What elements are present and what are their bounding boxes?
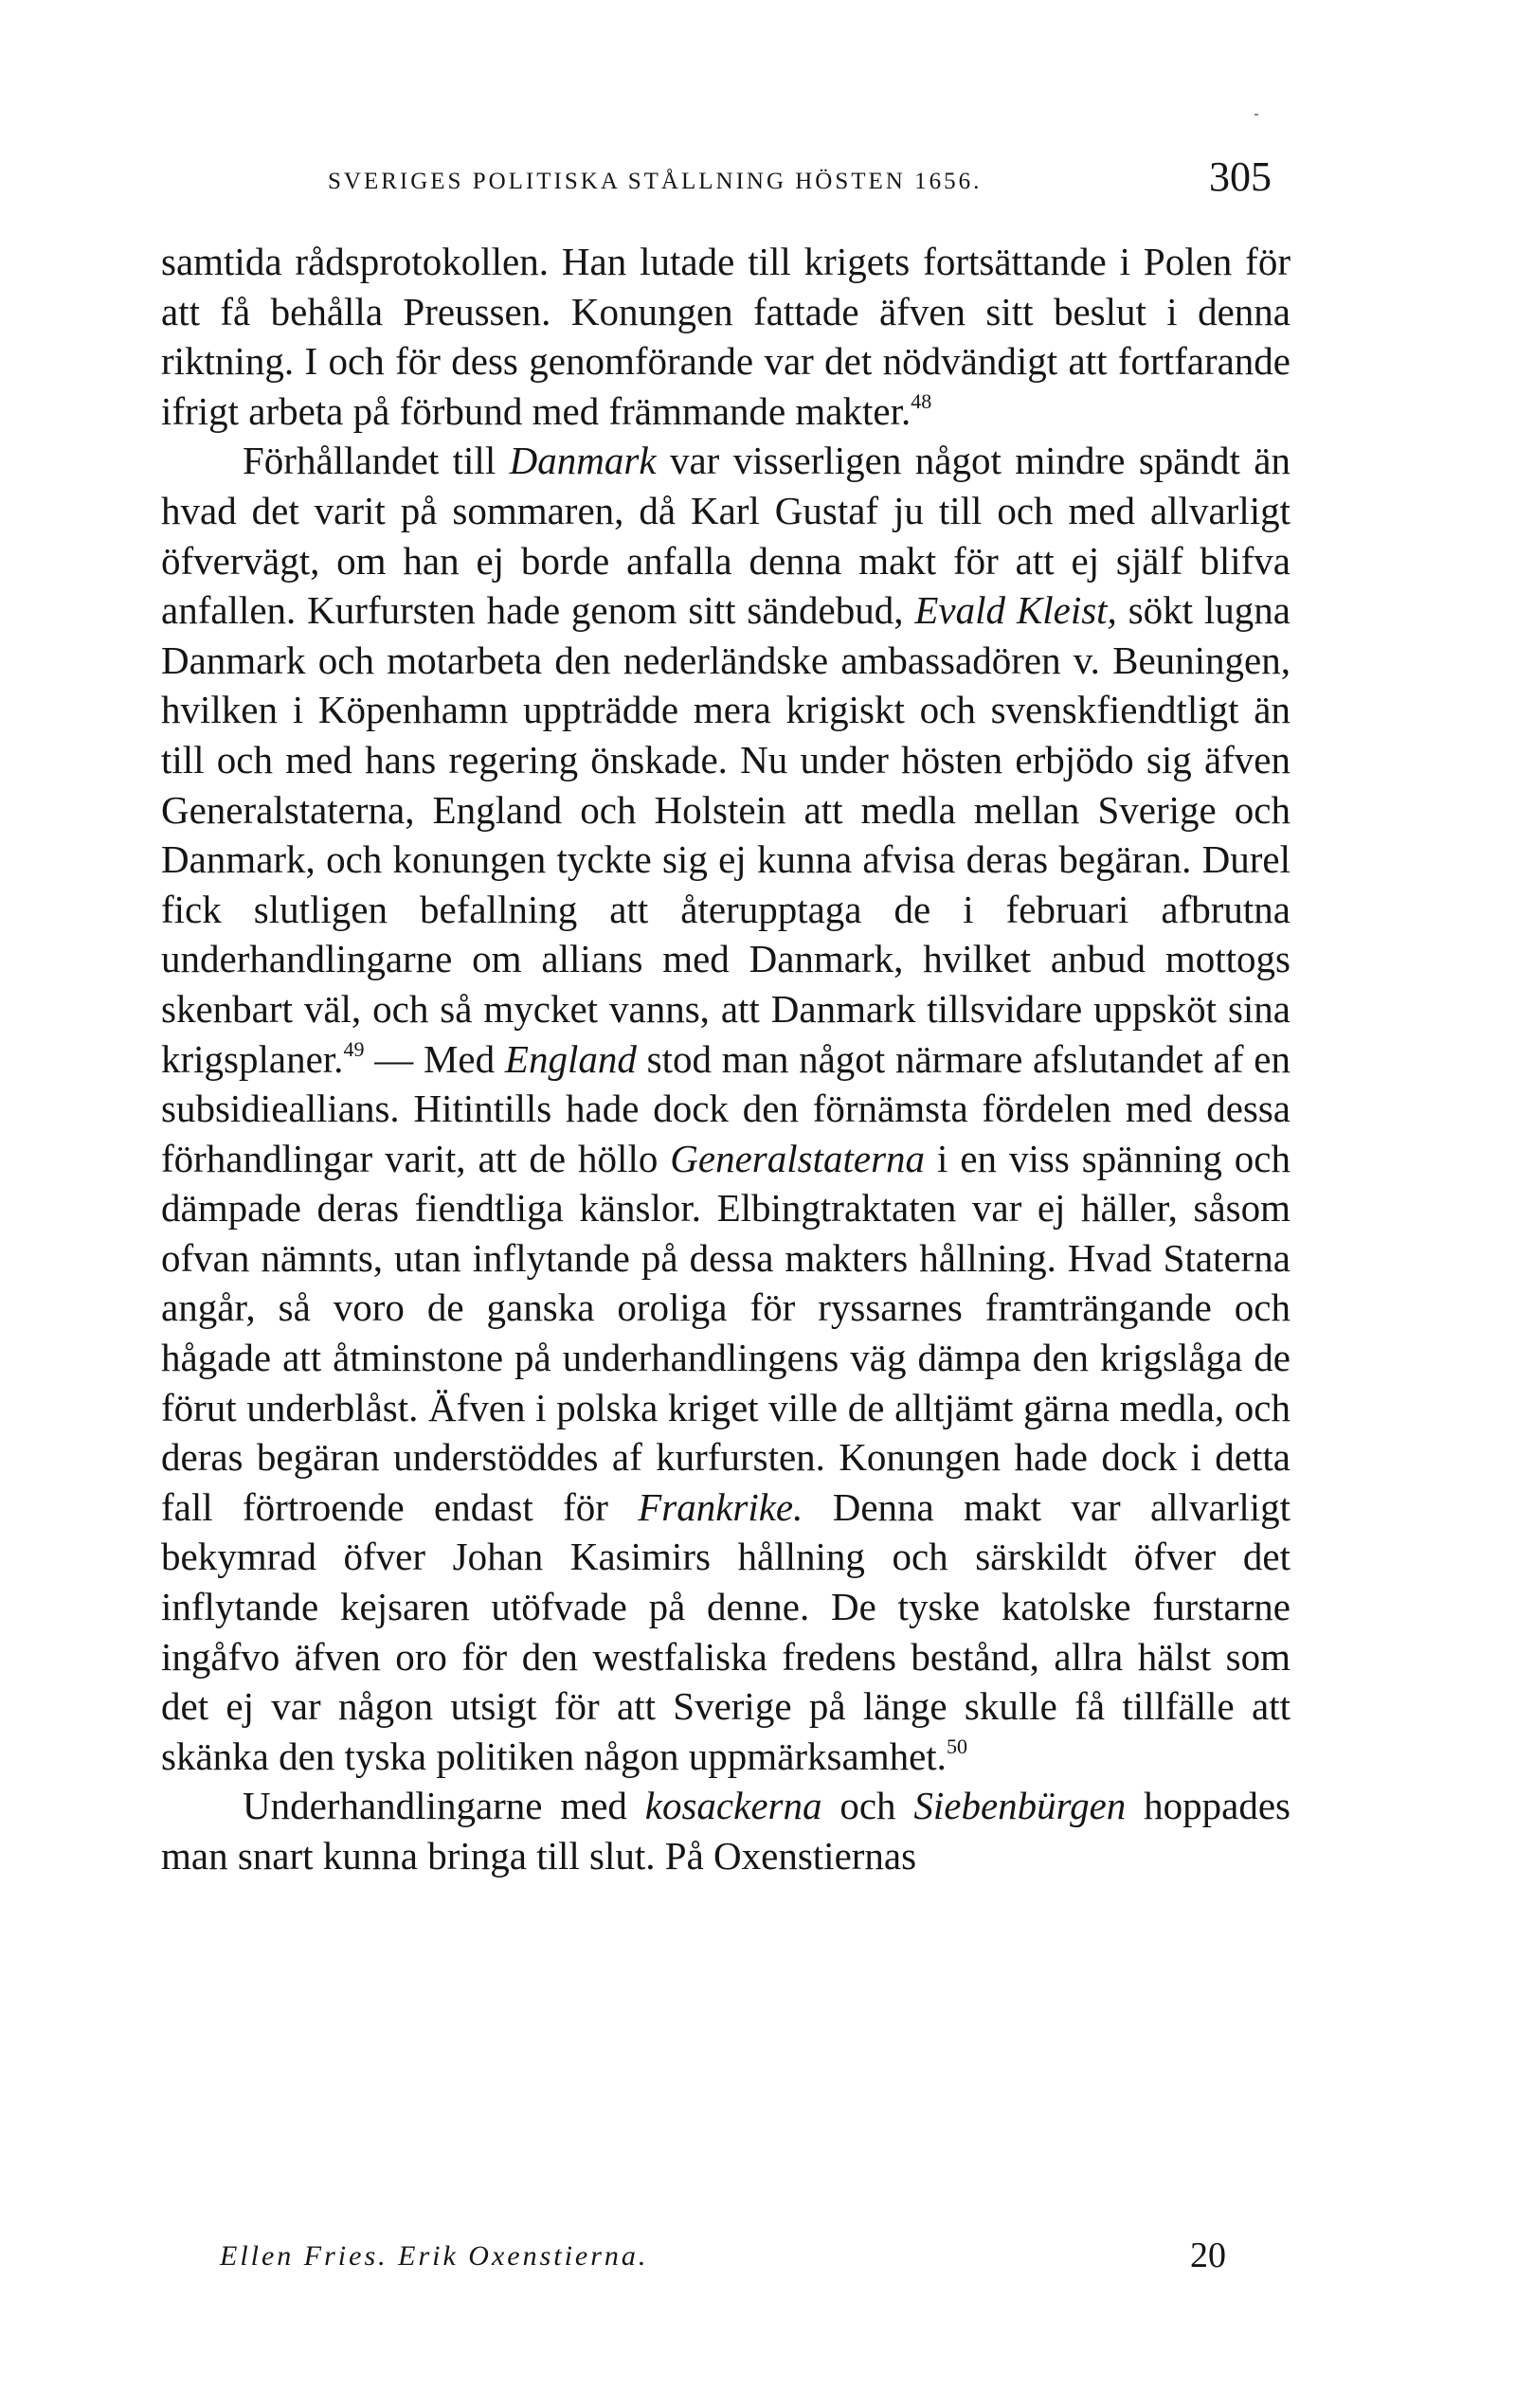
footnote-ref: 49 <box>343 1036 365 1061</box>
text-run: och <box>821 1784 914 1828</box>
italic-run: kosackerna <box>644 1784 822 1828</box>
paragraph-2 <box>161 436 1290 1781</box>
page-number: 305 <box>1209 153 1272 200</box>
italic-run: Danmark <box>509 439 657 483</box>
text-run: Underhandlingarne med <box>243 1784 645 1828</box>
paragraph-1 <box>161 237 1290 436</box>
italic-run: Evald Kleist, <box>914 588 1117 633</box>
italic-run: England <box>504 1036 637 1081</box>
text-run: Förhållandet till <box>243 439 510 483</box>
page-footer <box>220 2236 1226 2288</box>
sheet-number: 20 <box>1190 2236 1226 2275</box>
body-text <box>161 237 1290 1881</box>
paragraph-3 <box>161 1781 1290 1880</box>
text-run: i en viss spänning och dämpade deras fiendtliga känslor. Elbingtraktaten var ej häller, såsom ofvan nämnts, utan inflytande på dessa makters hållning. Hvad Staterna angår, så voro de ganska oroliga för ryssarnes framträngande och hågade att åtminstone på underhandlingens väg dämpa den krigslåga de förut underblåst. Äfven i polska kriget ville de alltjämt gärna medla, och deras begäran understöddes af kurfursten. Konungen hade dock i detta fall förtroende endast för <box>161 1136 1290 1529</box>
text-run: sökt lugna Danmark och motarbeta den nederländske ambassadören v. Beuningen, hvilken i Köpenhamn uppträdde mera krigiskt och svenskfiendtligt än till och med hans regering önskade. Nu under hösten erbjödo sig äfven Generalstaterna, England och Holstein att medla mellan Sverige och Danmark, och konungen tyckte sig ej kunna afvisa deras begäran. Durel fick slutligen befallning att återupptaga de i februari afbrutna underhandlingarne om allians med Danmark, hvilket anbud mottogs skenbart väl, och så mycket vanns, att Danmark tillsvidare uppsköt sina krigsplaner. <box>161 588 1291 1081</box>
scan-speck <box>1254 114 1258 116</box>
italic-run: Generalstaterna <box>670 1136 926 1180</box>
page-header <box>328 152 1281 205</box>
footnote-ref: 50 <box>946 1734 967 1758</box>
italic-run: Frankrike. <box>638 1484 803 1529</box>
text-run: samtida rådsprotokollen. Han lutade till krigets fortsättande i Polen för att få behålla Preussen. Konungen fattade äfven sitt beslut i denna riktning. I och för dess genomförande var det nödvändigt att fortfarande ifrigt arbeta på förbund med främmande makter. <box>161 240 1290 433</box>
signature-line: Ellen Fries. Erik Oxenstierna. <box>220 2240 649 2272</box>
text-run: — Med <box>364 1036 505 1081</box>
text-run: hoppades man snart kunna bringa till slut. På Oxenstiernas <box>161 1784 1291 1878</box>
footnote-ref: 48 <box>911 388 932 413</box>
text-run: Denna makt var allvarligt bekymrad öfver Johan Kasimirs hållning och särskildt öfver det inflytande kejsaren utöfvade på denne. De tyske katolske furstarne ingåfvo äfven oro för den westfaliska fredens bestånd, allra hälst som det ej var någon utsigt för att Sverige på länge skulle få tillfälle att skänka den tyska politiken någon uppmärksamhet. <box>161 1484 1290 1778</box>
running-head: SVERIGES POLITISKA STÅLLNING HÖSTEN 1656. <box>328 169 983 194</box>
italic-run: Siebenbürgen <box>913 1784 1127 1828</box>
text-run: var visserligen något mindre spändt än hvad det varit på sommaren, då Karl Gustaf ju till och med allvarligt öfvervägt, om han ej borde anfalla denna makt för att ej själf blifva anfallen. Kurfursten hade genom sitt sändebud, <box>161 439 1290 633</box>
text-run: stod man något närmare afslutandet af en subsidieallians. Hitintills hade dock den förnämsta fördelen med dessa förhandlingar varit, att de höllo <box>161 1036 1291 1180</box>
